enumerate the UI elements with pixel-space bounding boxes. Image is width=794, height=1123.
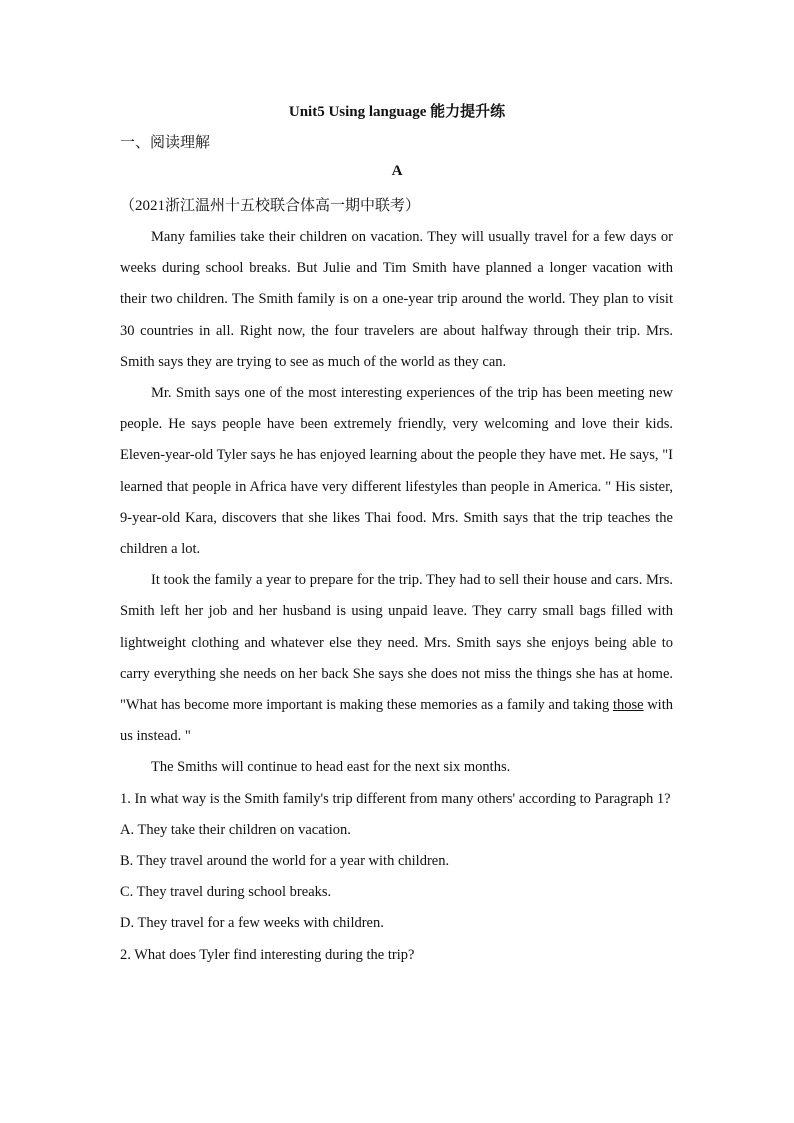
question-2-stem: 2. What does Tyler find interesting during the trip? (120, 946, 415, 963)
paragraph-3-text-after: with us instead. " (120, 697, 673, 745)
paragraph-4: The Smiths will continue to head east for the next six months. (151, 759, 511, 776)
paragraph-1: Many families take their children on vacation. They will usually travel for a few days or weeks during school breaks. But Julie and Tim Smith have planned a longer vacation with their two children. The Smith family is on a one-year trip around the world. They plan to visit 30 countries in all. Right now, the four travelers are about halfway through their trip. Mrs. Smith says they are trying to see as much of the world as they can. (120, 229, 673, 370)
underlined-word: those (612, 697, 644, 714)
question-1-option-d: D. They travel for a few weeks with children. (120, 915, 384, 932)
passage-source: （2021浙江温州十五校联合体高一期中联考） (120, 198, 421, 214)
passage-body (120, 222, 673, 971)
paragraph-2: Mr. Smith says one of the most interesting experiences of the trip has been meeting new people. He says people have been extremely friendly, very welcoming and love their kids. Eleven-year-old Tyler says he has enjoyed learning about the people they have met. He says, "I learned that people in Africa have very different lifestyles than people in America. " His sister, 9-year-old Kara, discovers that she likes Thai food. Mrs. Smith says that the trip teaches the children a lot. (120, 385, 673, 558)
section-heading: 一、阅读理解 (120, 135, 211, 151)
question-1-option-b: B. They travel around the world for a year with children. (120, 853, 450, 870)
paragraph-3 (120, 565, 673, 752)
question-1-option-a: A. They take their children on vacation. (120, 821, 351, 838)
paragraph-3-text-before: It took the family a year to prepare for the trip. They had to sell their house and cars. Mrs. Smith left her job and her husband is using unpaid leave. They carry small bags filled with lightweight clothing and whatever else they need. Mrs. Smith says she enjoys being able to carry everything she needs on her back She says she does not miss the things she has at home. "What has become more important is making these memories as a family and taking (120, 572, 673, 714)
page-title: Unit5 Using language 能力提升练 (288, 104, 506, 120)
passage-letter: A (391, 163, 403, 179)
question-1-stem: 1. In what way is the Smith family's trip different from many others' according to Paragraph 1? (120, 790, 671, 807)
question-1-option-c: C. They travel during school breaks. (120, 884, 332, 901)
